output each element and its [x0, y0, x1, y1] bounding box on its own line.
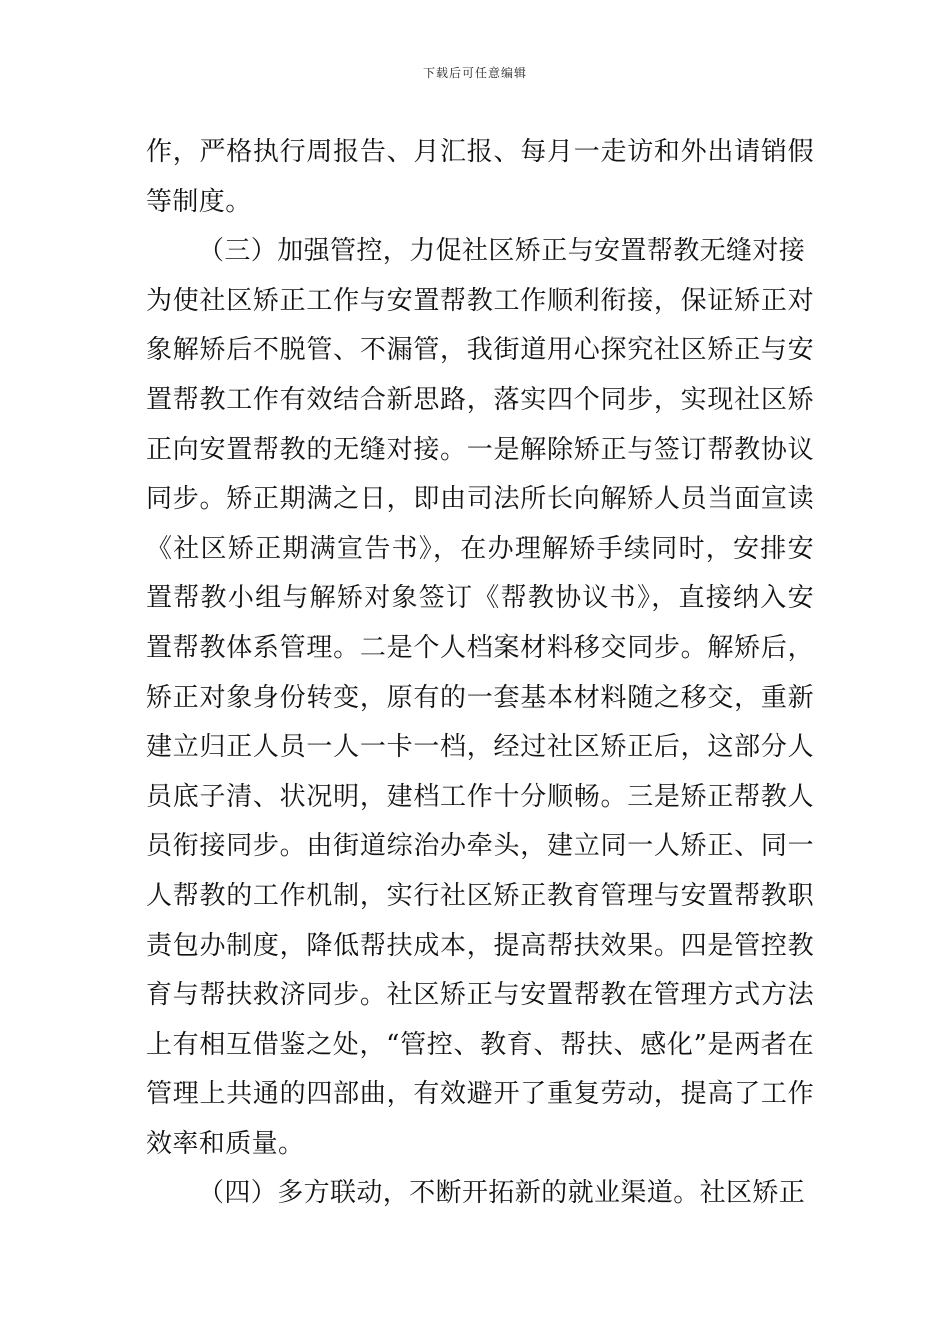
section-heading-three: （三）加强管控，力促社区矫正与安置帮教无缝对接	[198, 236, 806, 267]
document-body	[146, 128, 814, 1219]
paragraph-section-three-body: 为使社区矫正工作与安置帮教工作顺利衔接，保证矫正对象解矫后不脱管、不漏管，我街道用心探究社区矫正与安置帮教工作有效结合新思路，落实四个同步，实现社区矫正向安置帮教的无缝对接。一是解除矫正与签订帮教协议同步。矫正期满之日，即由司法所长向解矫人员当面宣读《社区矫正期满宣告书》，在办理解矫手续同时，安排安置帮教小组与解矫对象签订《帮教协议书》，直接纳入安置帮教体系管理。二是个人档案材料移交同步。解矫后，矫正对象身份转变，原有的一套基本材料随之移交，重新建立归正人员一人一卡一档，经过社区矫正后，这部分人员底子清、状况明，建档工作十分顺畅。三是矫正帮教人员衔接同步。由街道综治办牵头，建立同一人矫正、同一人帮教的工作机制，实行社区矫正教育管理与安置帮教职责包办制度，降低帮扶成本，提高帮扶效果。四是管控教育与帮扶救济同步。社区矫正与安置帮教在管理方式方法上有相互借鉴之处，“管控、教育、帮扶、感化”是两者在管理上共通的四部曲，有效避开了重复劳动，提高了工作效率和质量。	[146, 285, 814, 1159]
page-header: 下载后可任意编辑	[422, 66, 527, 80]
paragraph-continuation: 作，严格执行周报告、月汇报、每月一走访和外出请销假等制度。	[146, 137, 814, 217]
section-heading-four: （四）多方联动，不断开拓新的就业渠道。社区矫正	[198, 1178, 806, 1209]
